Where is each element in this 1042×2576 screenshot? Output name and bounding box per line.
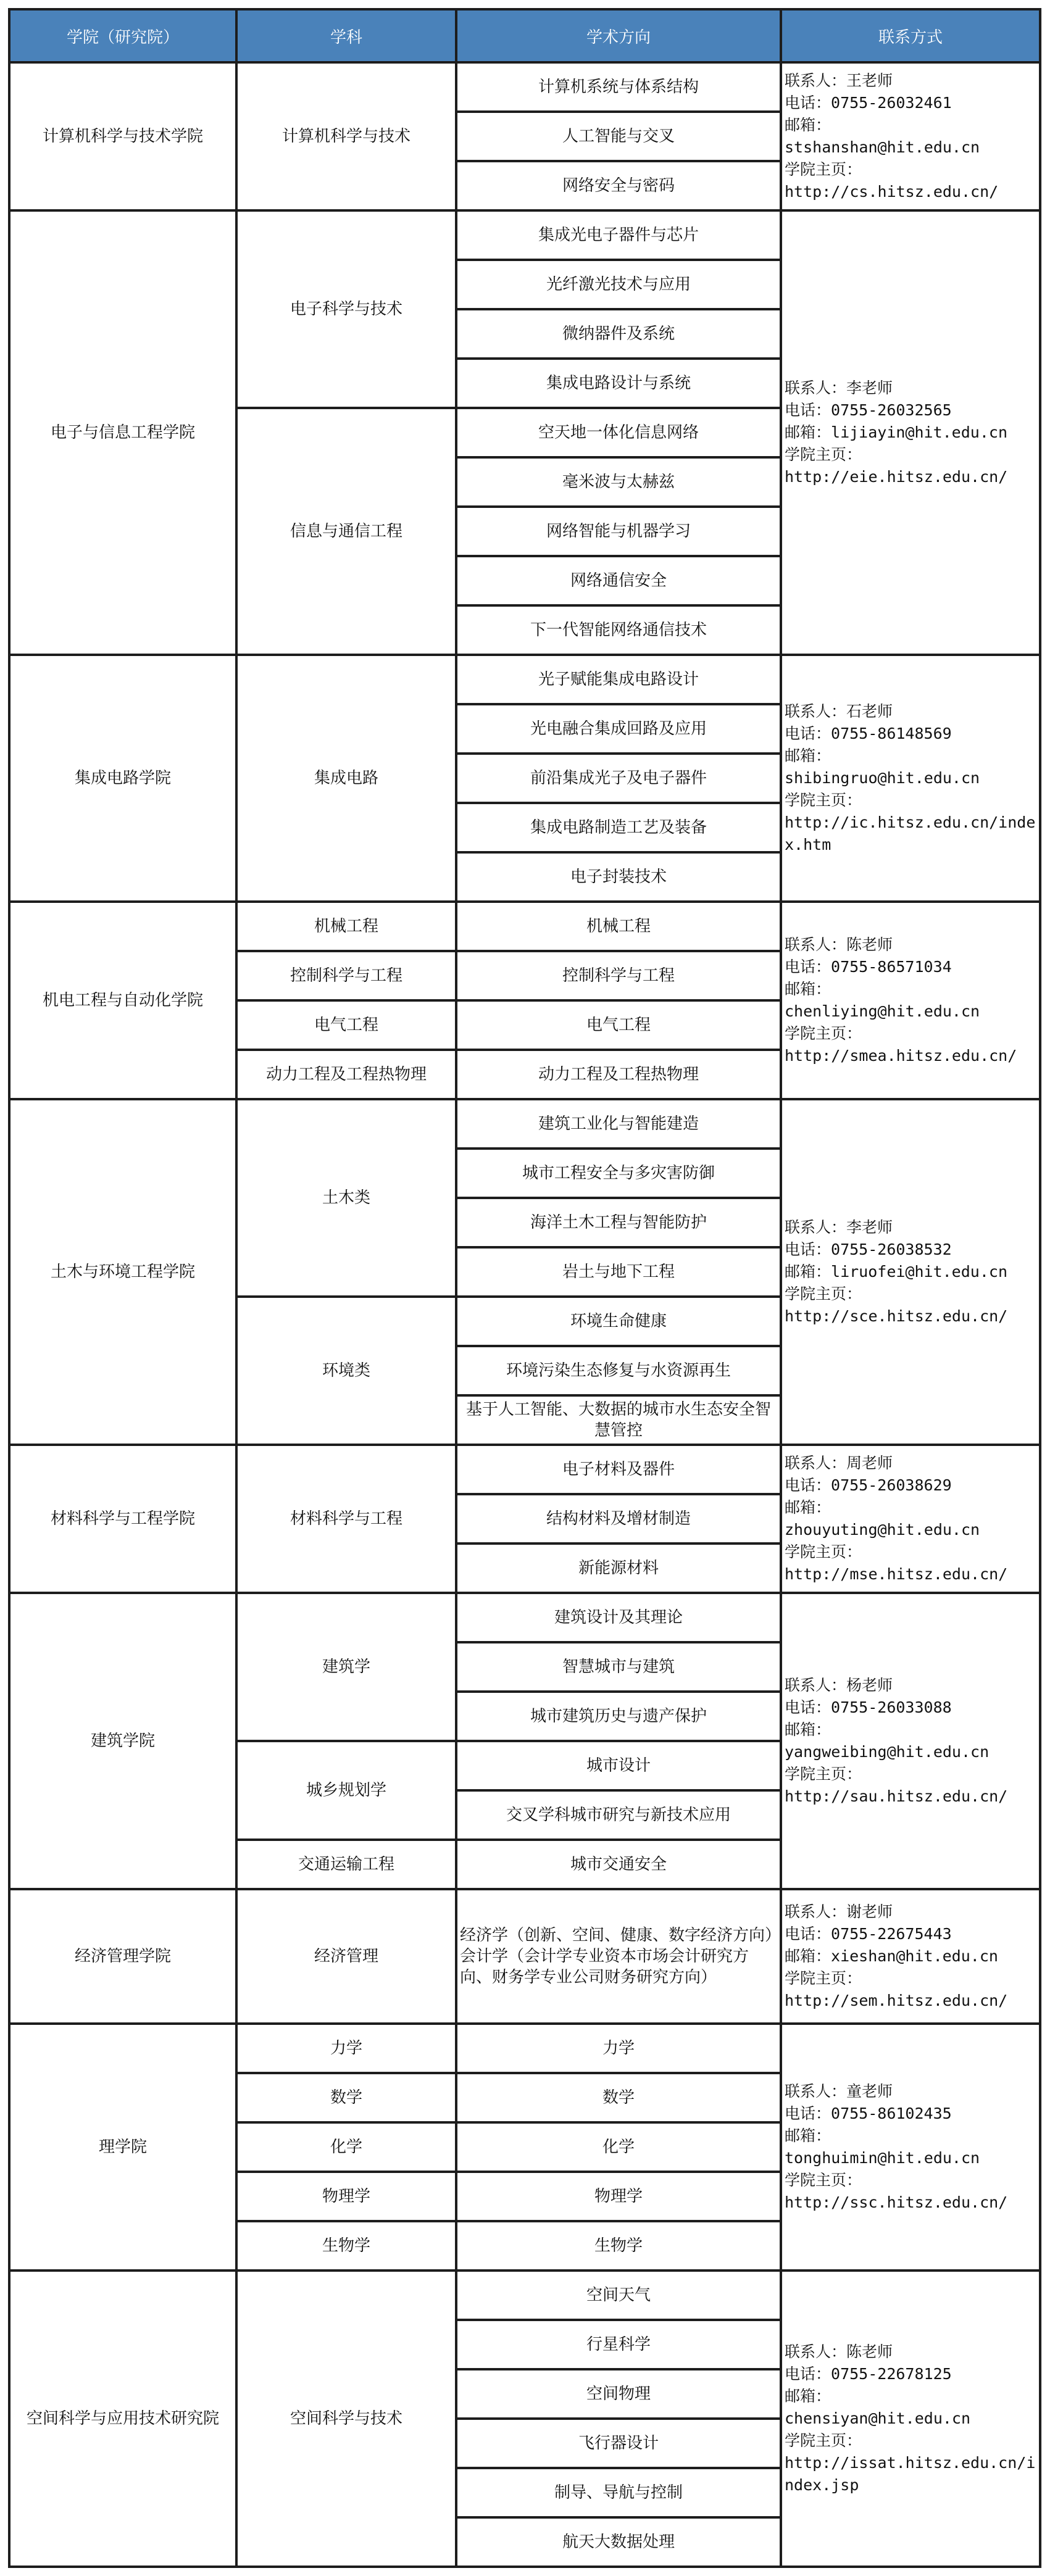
table-row [9,1889,1040,2024]
contact-email-label: 邮箱： [785,1721,832,1739]
direction-cell: 光子赋能集成电路设计 [456,655,781,704]
direction-cell: 物理学 [456,2172,781,2221]
direction-cell: 生物学 [456,2221,781,2271]
contact-person: 陈老师 [846,2343,893,2361]
contact-email: xieshan@hit.edu.cn [831,1947,998,1965]
contact-email-label: 邮箱： [785,1498,832,1516]
contact-email-label: 邮箱： [785,2387,832,2405]
contact-homepage-label: 学院主页： [785,1969,862,1987]
contact-email: lijiayin@hit.edu.cn [831,423,1007,441]
contact-email: liruofei@hit.edu.cn [831,1263,1007,1281]
subject-cell: 机械工程 [236,902,456,951]
contact-email-label: 邮箱： [785,423,832,441]
contact-phone-label: 电话： [785,2104,832,2122]
contact-homepage: http://eie.hitsz.edu.cn/ [785,468,1008,486]
direction-cell: 电子封装技术 [456,852,781,902]
direction-cell: 电子材料及器件 [456,1445,781,1494]
contact-homepage-label: 学院主页： [785,2432,862,2449]
contact-email-label: 邮箱： [785,1263,832,1281]
direction-cell: 城市工程安全与多灾害防御 [456,1149,781,1198]
direction-cell: 光电融合集成回路及应用 [456,704,781,754]
contact-person: 谢老师 [846,1903,893,1921]
subject-cell: 物理学 [236,2172,456,2221]
contact-person: 周老师 [846,1454,893,1472]
header-college: 学院（研究院） [9,9,236,62]
direction-cell: 基于人工智能、大数据的城市水生态安全智慧管控 [456,1395,781,1445]
contact-cell [781,902,1040,1099]
direction-cell: 电气工程 [456,1000,781,1050]
contact-email-label: 邮箱： [785,980,832,998]
contact-email: chenliying@hit.edu.cn [785,1002,980,1020]
contact-phone-label: 电话： [785,725,832,742]
contact-cell [781,62,1040,210]
direction-cell: 毫米波与太赫兹 [456,457,781,507]
direction-cell: 建筑设计及其理论 [456,1593,781,1642]
direction-cell: 建筑工业化与智能建造 [456,1099,781,1149]
contact-cell [781,1445,1040,1593]
table-row [9,1593,1040,1642]
table-row [9,902,1040,951]
direction-cell: 微纳器件及系统 [456,309,781,359]
contact-homepage-label: 学院主页： [785,160,862,178]
direction-cell: 结构材料及增材制造 [456,1494,781,1544]
table-row [9,655,1040,704]
college-cell: 土木与环境工程学院 [9,1099,236,1445]
contact-phone: 0755-26038629 [831,1476,952,1494]
direction-cell: 化学 [456,2122,781,2172]
direction-cell: 力学 [456,2024,781,2073]
direction-cell: 新能源材料 [456,1544,781,1593]
contact-homepage-label: 学院主页： [785,1285,862,1303]
table-row [9,2271,1040,2320]
subject-cell: 电子科学与技术 [236,210,456,408]
contact-homepage: http://cs.hitsz.edu.cn/ [785,183,999,201]
contact-homepage: http://ssc.hitsz.edu.cn/ [785,2193,1008,2211]
direction-cell: 网络通信安全 [456,556,781,605]
subject-cell: 空间科学与技术 [236,2271,456,2567]
header-subject: 学科 [236,9,456,62]
contact-email-label: 邮箱： [785,747,832,765]
contact-person: 李老师 [846,379,893,397]
direction-cell: 环境污染生态修复与水资源再生 [456,1346,781,1395]
subject-cell: 环境类 [236,1297,456,1445]
contact-phone-label: 电话： [785,401,832,419]
direction-cell: 光纤激光技术与应用 [456,260,781,309]
direction-cell: 集成电路设计与系统 [456,359,781,408]
contact-phone: 0755-86571034 [831,958,952,976]
contact-homepage: http://mse.hitsz.edu.cn/ [785,1565,1008,1583]
subject-cell: 计算机科学与技术 [236,62,456,210]
contact-phone: 0755-26032461 [831,94,952,112]
contact-email-label: 邮箱： [785,1947,832,1965]
direction-cell: 飞行器设计 [456,2419,781,2468]
direction-cell: 海洋土木工程与智能防护 [456,1198,781,1247]
header-direction: 学术方向 [456,9,781,62]
direction-cell: 网络智能与机器学习 [456,507,781,556]
direction-cell: 空间天气 [456,2271,781,2320]
subject-cell: 经济管理 [236,1889,456,2024]
college-cell: 计算机科学与技术学院 [9,62,236,210]
contact-person: 王老师 [846,72,893,89]
subject-cell: 电气工程 [236,1000,456,1050]
subject-cell: 力学 [236,2024,456,2073]
direction-cell: 城市设计 [456,1741,781,1790]
contact-person-label: 联系人： [785,1903,847,1921]
direction-cell: 前沿集成光子及电子器件 [456,754,781,803]
subject-cell: 动力工程及工程热物理 [236,1050,456,1099]
direction-cell: 环境生命健康 [456,1297,781,1346]
subject-cell: 集成电路 [236,655,456,902]
contact-phone: 0755-22675443 [831,1925,952,1943]
contact-homepage-label: 学院主页： [785,1024,862,1042]
direction-cell: 数学 [456,2073,781,2122]
contact-person: 陈老师 [846,936,893,954]
direction-cell: 航天大数据处理 [456,2517,781,2567]
college-cell: 建筑学院 [9,1593,236,1889]
contact-phone-label: 电话： [785,1476,832,1494]
contact-person-label: 联系人： [785,1454,847,1472]
contact-cell [781,2271,1040,2567]
subject-cell: 化学 [236,2122,456,2172]
college-cell: 材料科学与工程学院 [9,1445,236,1593]
contact-email: chensiyan@hit.edu.cn [785,2409,971,2427]
direction-cell: 集成光电子器件与芯片 [456,210,781,260]
contact-cell [781,1889,1040,2024]
table-row [9,1445,1040,1494]
header-row [9,9,1040,62]
direction-cell: 空间物理 [456,2369,781,2419]
contact-phone: 0755-86102435 [831,2104,952,2122]
contact-homepage: http://sem.hitsz.edu.cn/ [785,1992,1008,2009]
direction-cell: 网络安全与密码 [456,161,781,210]
contact-homepage: http://sau.hitsz.edu.cn/ [785,1787,1008,1805]
contact-person: 杨老师 [846,1676,893,1694]
direction-cell: 动力工程及工程热物理 [456,1050,781,1099]
contact-person-label: 联系人： [785,2343,847,2361]
contact-homepage-label: 学院主页： [785,446,862,463]
college-cell: 机电工程与自动化学院 [9,902,236,1099]
table-row [9,1099,1040,1149]
contact-email: shibingruo@hit.edu.cn [785,769,980,787]
direction-cell [456,1889,781,2024]
contact-homepage-label: 学院主页： [785,1543,862,1561]
contact-phone-label: 电话： [785,2365,832,2383]
contact-phone-label: 电话： [785,958,832,976]
contact-homepage-label: 学院主页： [785,1765,862,1783]
college-cell: 电子与信息工程学院 [9,210,236,655]
contact-person-label: 联系人： [785,379,847,397]
programs-table [8,8,1041,2568]
contact-homepage: http://smea.hitsz.edu.cn/ [785,1047,1017,1065]
contact-person-label: 联系人： [785,702,847,720]
table-row [9,210,1040,260]
subject-cell: 土木类 [236,1099,456,1297]
contact-person-label: 联系人： [785,936,847,954]
contact-homepage-label: 学院主页： [785,2171,862,2189]
contact-phone: 0755-26032565 [831,401,952,419]
subject-cell: 材料科学与工程 [236,1445,456,1593]
subject-cell: 城乡规划学 [236,1741,456,1840]
contact-homepage-label: 学院主页： [785,791,862,809]
contact-homepage: http://sce.hitsz.edu.cn/ [785,1307,1008,1325]
contact-cell [781,2024,1040,2271]
direction-cell: 计算机系统与体系结构 [456,62,781,112]
direction-accounting: 会计学（会计学专业资本市场会计研究方向、财务学专业公司财务研究方向） [460,1947,749,1987]
contact-cell [781,1099,1040,1445]
contact-email: tonghuimin@hit.edu.cn [785,2149,980,2167]
contact-person: 石老师 [846,702,893,720]
college-cell: 经济管理学院 [9,1889,236,2024]
contact-phone: 0755-86148569 [831,725,952,742]
contact-person-label: 联系人： [785,72,847,89]
contact-phone-label: 电话： [785,1925,832,1943]
direction-cell: 城市交通安全 [456,1840,781,1889]
table-row [9,62,1040,112]
contact-phone-label: 电话： [785,94,832,112]
header-contact: 联系方式 [781,9,1040,62]
contact-email: stshanshan@hit.edu.cn [785,138,980,156]
contact-person: 李老师 [846,1218,893,1236]
direction-cell: 空天地一体化信息网络 [456,408,781,457]
contact-phone: 0755-26033088 [831,1698,952,1716]
contact-email-label: 邮箱： [785,2127,832,2145]
subject-cell: 建筑学 [236,1593,456,1741]
contact-person-label: 联系人： [785,2082,847,2100]
contact-phone-label: 电话： [785,1698,832,1716]
direction-cell: 机械工程 [456,902,781,951]
contact-email-label: 邮箱： [785,116,832,134]
contact-person: 童老师 [846,2082,893,2100]
contact-person-label: 联系人： [785,1676,847,1694]
direction-cell: 人工智能与交叉 [456,112,781,161]
subject-cell: 信息与通信工程 [236,408,456,655]
contact-email: zhouyuting@hit.edu.cn [785,1521,980,1539]
contact-cell [781,655,1040,902]
direction-cell: 智慧城市与建筑 [456,1642,781,1692]
direction-cell: 行星科学 [456,2320,781,2369]
contact-person-label: 联系人： [785,1218,847,1236]
contact-cell [781,1593,1040,1889]
contact-cell [781,210,1040,655]
contact-phone: 0755-22678125 [831,2365,952,2383]
direction-economics: 经济学（创新、空间、健康、数字经济方向） [460,1926,782,1945]
contact-homepage: http://ic.hitsz.edu.cn/index.htm [785,813,1036,854]
college-cell: 理学院 [9,2024,236,2271]
programs-table-container [8,8,1041,2568]
contact-phone: 0755-26038532 [831,1240,952,1258]
contact-phone-label: 电话： [785,1240,832,1258]
direction-cell: 交叉学科城市研究与新技术应用 [456,1790,781,1840]
college-cell: 集成电路学院 [9,655,236,902]
direction-cell: 下一代智能网络通信技术 [456,605,781,655]
subject-cell: 数学 [236,2073,456,2122]
subject-cell: 交通运输工程 [236,1840,456,1889]
direction-cell: 岩土与地下工程 [456,1247,781,1297]
table-row [9,2024,1040,2073]
subject-cell: 控制科学与工程 [236,951,456,1000]
contact-homepage: http://issat.hitsz.edu.cn/index.jsp [785,2454,1036,2494]
college-cell: 空间科学与应用技术研究院 [9,2271,236,2567]
contact-email: yangweibing@hit.edu.cn [785,1743,990,1761]
subject-cell: 生物学 [236,2221,456,2271]
direction-cell: 控制科学与工程 [456,951,781,1000]
direction-cell: 城市建筑历史与遗产保护 [456,1692,781,1741]
direction-cell: 集成电路制造工艺及装备 [456,803,781,852]
direction-cell: 制导、导航与控制 [456,2468,781,2517]
